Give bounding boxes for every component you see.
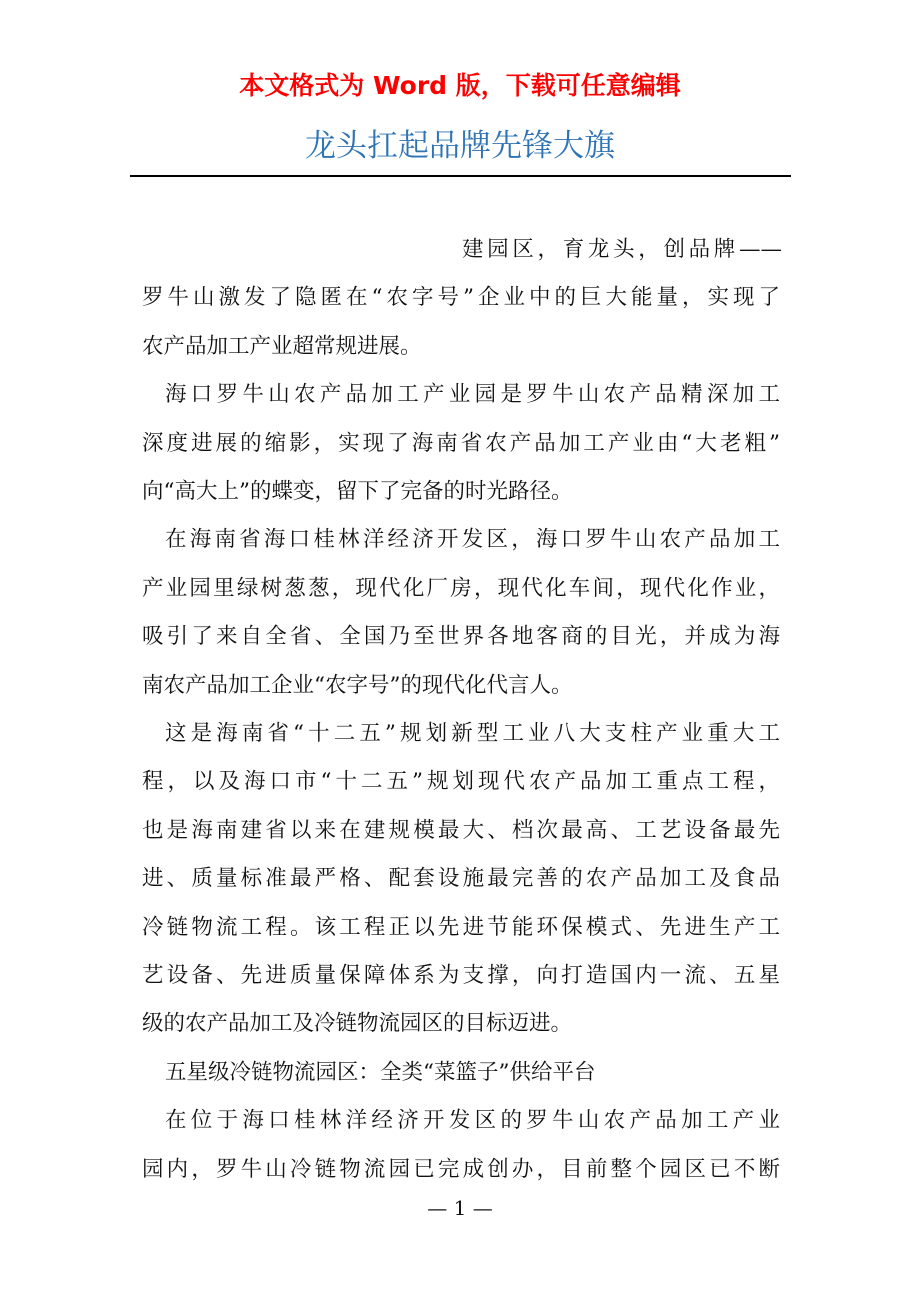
word-format-banner: 本文格式为 Word 版，下载可任意编辑	[239, 71, 681, 100]
paragraph-line: 向“高大上”的蝶变，留下了完备的时光路径。	[142, 479, 573, 504]
paragraph-line: 冷链物流工程。该工程正以先进节能环保模式、先进生产工	[142, 914, 780, 940]
paragraph-line: 在位于海口桂林洋经济开发区的罗牛山农产品加工产业	[165, 1108, 780, 1134]
paragraph-line: 海口罗牛山农产品加工产业园是罗牛山农产品精深加工	[165, 382, 780, 408]
paragraph-line: 农产品加工产业超常规进展。	[142, 333, 422, 359]
paragraph-line: 这是海南省“十二五”规划新型工业八大支柱产业重大工	[165, 721, 780, 746]
page-number: — 1 —	[427, 1196, 493, 1220]
paragraph-line: 吸引了来自全省、全国乃至世界各地客商的目光，并成为海	[142, 624, 780, 650]
paragraph-line: 南农产品加工企业“农字号”的现代化代言人。	[142, 672, 573, 698]
paragraph-line: 深度进展的缩影，实现了海南省农产品加工产业由“大老粗”	[142, 430, 780, 456]
paragraph-line: 在海南省海口桂林洋经济开发区，海口罗牛山农产品加工	[165, 527, 780, 553]
paragraph-line: 程，以及海口市“十二五”规划现代农产品加工重点工程，	[142, 769, 780, 795]
paragraph-line: 艺设备、先进质量保障体系为支撑，向打造国内一流、五星	[142, 963, 780, 988]
paragraph-line: 园内，罗牛山冷链物流园已完成创办，目前整个园区已不断	[142, 1156, 780, 1182]
document-title: 龙头扛起品牌先锋大旗	[305, 128, 615, 164]
paragraph-line: 级的农产品加工及冷链物流园区的目标迈进。	[142, 1011, 573, 1037]
paragraph-line: 罗牛山激发了隐匿在“农字号”企业中的巨大能量，实现了	[142, 285, 780, 311]
paragraph-line: 建园区，育龙头，创品牌——	[462, 237, 782, 262]
title-divider	[130, 175, 791, 177]
paragraph-line: 五星级冷链物流园区：全类“菜篮子”供给平台	[165, 1059, 596, 1085]
paragraph-line: 产业园里绿树葱葱，现代化厂房，现代化车间，现代化作业，	[142, 575, 780, 601]
paragraph-line: 进、质量标准最严格、配套设施最完善的农产品加工及食品	[142, 866, 780, 892]
paragraph-line: 也是海南建省以来在建规模最大、档次最高、工艺设备最先	[142, 817, 780, 843]
